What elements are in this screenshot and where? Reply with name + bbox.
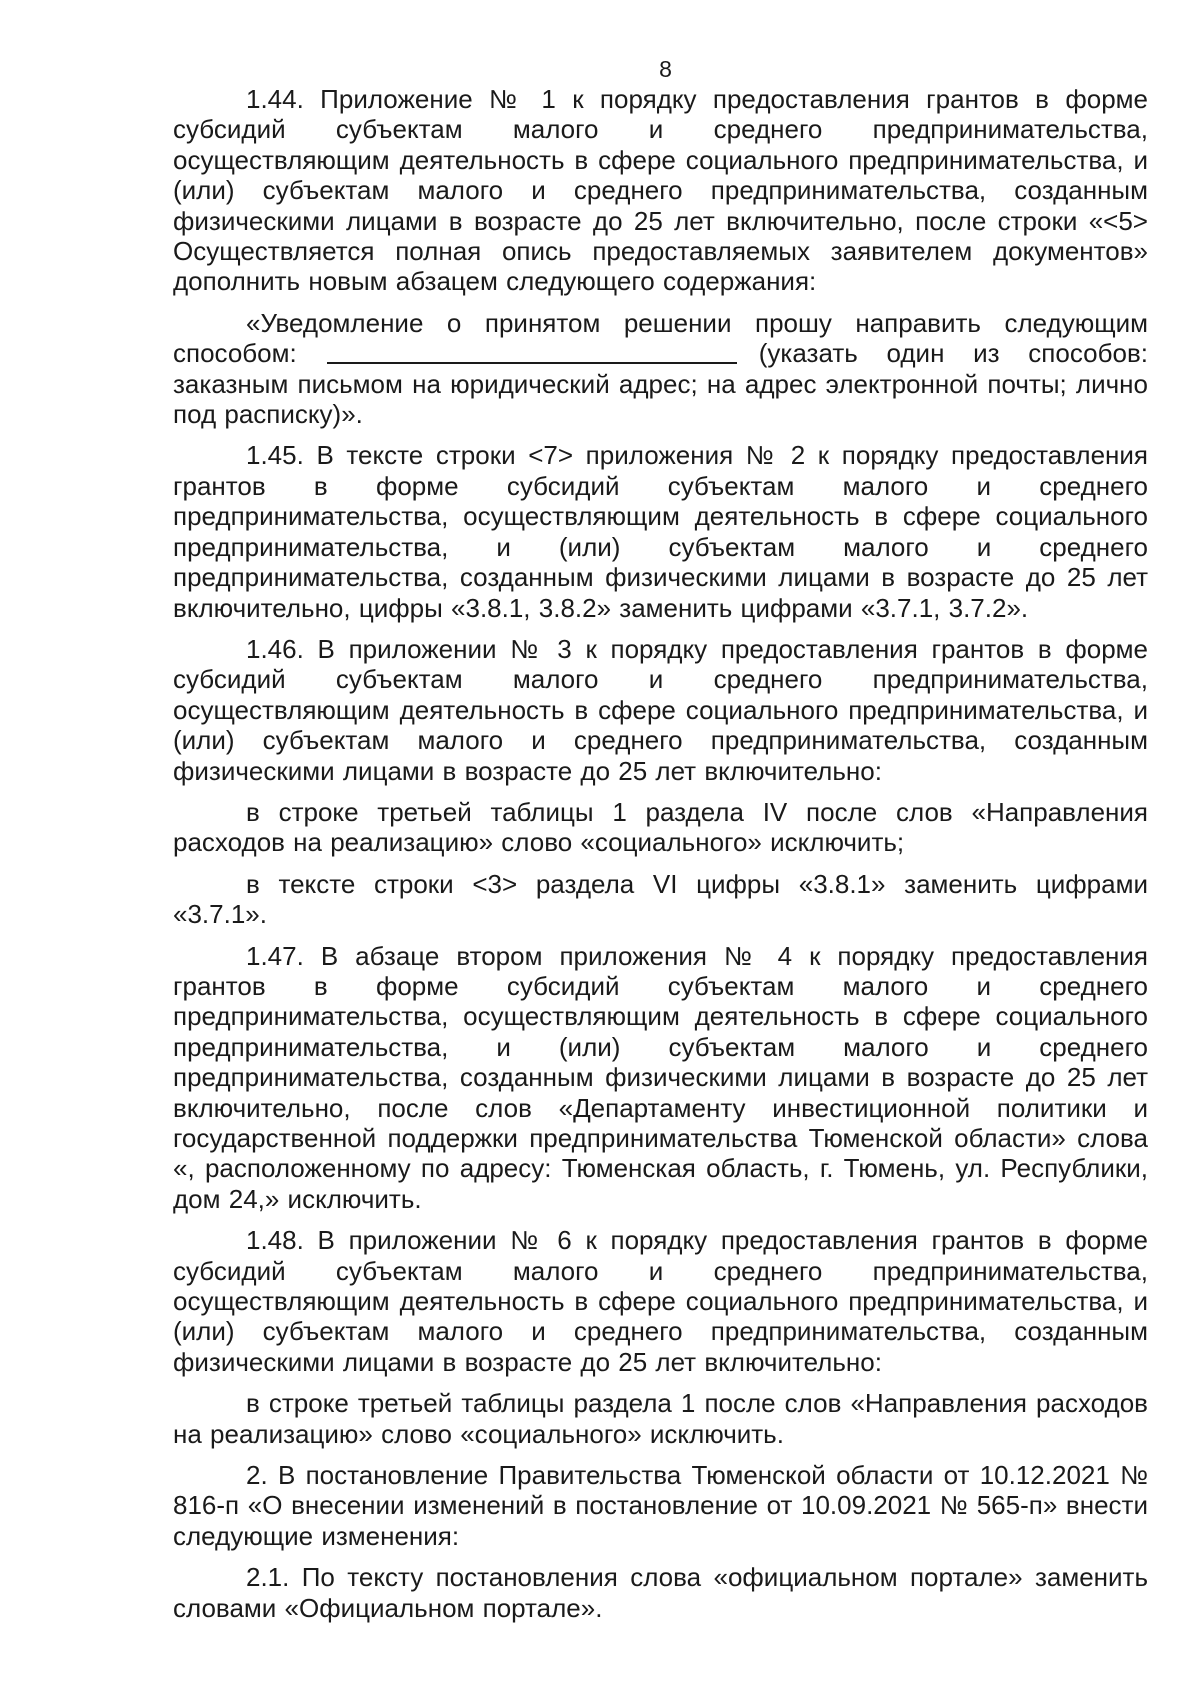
quote-text-start: «Уведомление о принятом решении прошу направить следующим способом: [173,307,1148,369]
blank-fill-line [327,362,737,364]
paragraph-1-44: 1.44. Приложение № 1 к порядку предоставления грантов в форме субсидий субъектам малого и среднего предпринимательства, осуществляющим деятельность в сфере социального предпринимательства, и (или) субъектам малого и среднего предпринимательства, созданным физическими лицами в возрасте до 25 лет включительно, после строки «<5> Осуществляется полная опись предоставляемых заявителем документов» дополнить новым абзацем следующего содержания: [173,84,1148,297]
paragraph-1-45: 1.45. В тексте строки <7> приложения № 2 к порядку предоставления грантов в форме субсидий субъектам малого и среднего предпринимательства, осуществляющим деятельность в сфере социального предпринимательства, и (или) субъектам малого и среднего предпринимательства, созданным физическими лицами в возрасте до 25 лет включительно, цифры «3.8.1, 3.8.2» заменить цифрами «3.7.1, 3.7.2». [173,440,1148,623]
paragraph-1-46-a: в строке третьей таблицы 1 раздела IV после слов «Направления расходов на реализацию» слово «социального» исключить; [173,796,1148,858]
page-number: 8 [659,56,672,82]
paragraph-1-46-b: в тексте строки <3> раздела VI цифры «3.8.1» заменить цифрами «3.7.1». [173,868,1148,930]
paragraph-1-48: 1.48. В приложении № 6 к порядку предоставления грантов в форме субсидий субъектам малого и среднего предпринимательства, осуществляющим деятельность в сфере социального предпринимательства, и (или) субъектам малого и среднего предпринимательства, созданным физическими лицами в возрасте до 25 лет включительно: [173,1225,1148,1377]
document-page [173,56,1148,1634]
paragraph-1-46: 1.46. В приложении № 3 к порядку предоставления грантов в форме субсидий субъектам малого и среднего предпринимательства, осуществляющим деятельность в сфере социального предпринимательства, и (или) субъектам малого и среднего предпринимательства, созданным физическими лицами в возрасте до 25 лет включительно: [173,633,1148,786]
paragraph-2: 2. В постановление Правительства Тюменской области от 10.12.2021 № 816-п «О внесении изменений в постановление от 10.09.2021 № 565-п» внести следующие изменения: [173,1460,1148,1551]
paragraph-1-47: 1.47. В абзаце втором приложения № 4 к порядку предоставления грантов в форме субсидий субъектам малого и среднего предпринимательства, осуществляющим деятельность в сфере социального предпринимательства, и (или) субъектам малого и среднего предпринимательства, созданным физическими лицами в возрасте до 25 лет включительно, после слов «Департаменту инвестиционной политики и государственной поддержки предпринимательства Тюменской области» слова «, расположенному по адресу: Тюменская область, г. Тюмень, ул. Республики, дом 24,» исключить. [173,940,1148,1214]
quote-text-end: (указать один из способов: заказным письмом на юридический адрес; на адрес электронной почты; лично под расписку)». [173,338,1148,430]
paragraph-quote-notification [173,308,1148,430]
paragraph-2-1: 2.1. По тексту постановления слова «официальном портале» заменить словами «Официальном портале». [173,1562,1148,1623]
paragraph-1-48-a: в строке третьей таблицы раздела 1 после слов «Направления расходов на реализацию» слово «социального» исключить. [173,1388,1148,1449]
